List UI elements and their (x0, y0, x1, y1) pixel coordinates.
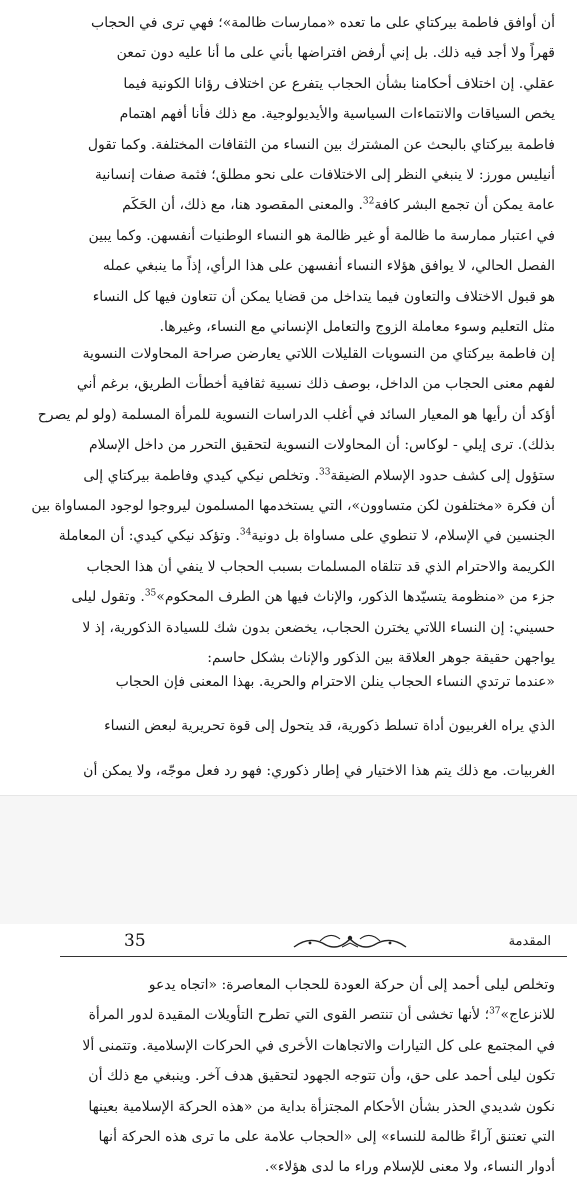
paragraph-2 (22, 339, 555, 673)
page-number: 35 (124, 931, 146, 951)
footnote-ref: 33 (318, 466, 331, 477)
footnote-ref: 35 (144, 588, 157, 599)
text-segment: . وتقول ليلى (71, 589, 145, 606)
footnote-ref: 32 (362, 196, 375, 207)
text-line: التي تعتنق آراءً ظالمة للنساء» إلى «الحجاب علامة على ما ترى هذه الحركة أنها (98, 1129, 555, 1146)
text-line: الذي يراه الغربيون أداة تسلط ذكورية، قد يتحول إلى قوة تحريرية لبعض النساء (104, 718, 555, 735)
text-segment: . وتخلص نيكي كيدي وفاطمة بيركتاي إلى (83, 467, 319, 484)
text-line: أؤكد أن رأيها هو المعيار السائد في أغلب الدراسات النسوية للمرأة المسلمة (ولو لم يصرح (37, 406, 555, 423)
text-line: لفهم معنى الحجاب من الداخل، بوصف ذلك نسبية ثقافية أخطأت الطريق، برغم أني (76, 376, 555, 393)
text-line: قهراً ولا أجد فيه ذلك. بل إني أرفض افتراضها بأني على ما أنا عليه دون تمعن (116, 45, 555, 62)
text-line: هو قبول الاختلاف والتعاون فيما يتداخل من قضايا يمكن أن تتعاون فيها كل النساء (92, 288, 555, 305)
paragraph-4 (22, 970, 555, 1183)
text-segment: . والمعنى المقصود هنا، مع ذلك، أن الحَكَم (122, 197, 363, 214)
footnote-ref: 34 (239, 527, 252, 538)
text-line: الكريمة والاحترام الذي قد تتلقاه المسلمات بسبب الحجاب لا ينفي أن هذا الحجاب (86, 558, 555, 575)
text-line-with-footnote (22, 190, 555, 220)
page-header (60, 924, 567, 957)
text-line: بذلك). ترى إيلي - لوكاس: أن المحاولات النسوية لتحقيق التحرر من داخل الإسلام (89, 437, 555, 454)
text-line-with-footnote (22, 461, 555, 491)
text-line: إن فاطمة بيركتاي من النسويات القليلات اللاتي يعارضن صراحة المحاولات النسوية (82, 346, 555, 362)
text-segment: جزء من «منظومة يتسيّدها الذكور، والإناث فيها هن الطرف المحكوم» (156, 589, 555, 606)
text-segment: عامة يمكن أن تجمع البشر كافة (374, 197, 555, 214)
bottom-page (0, 924, 577, 1200)
chapter-title: المقدمة (508, 934, 551, 949)
text-segment: ستؤول إلى كشف حدود الإسلام الضيقة (330, 467, 555, 484)
text-line: أنيليس مورز: لا ينبغي النظر إلى الاختلافات على نحو مطلق؛ فثمة صفات إنسانية (94, 167, 555, 184)
paragraph-1 (22, 8, 555, 342)
text-segment: للانزعاج» (500, 1007, 555, 1024)
text-line: «عندما ترتدي النساء الحجاب ينلن الاحترام والحرية. بهذا المعنى فإن الحجاب (115, 674, 555, 690)
text-segment: . وتؤكد نيكي كيدي: أن المعاملة (58, 528, 240, 545)
decorative-ornament-icon (290, 927, 410, 953)
text-line: أدوار النساء، ولا معنى للإسلام وراء ما لدى هؤلاء». (264, 1159, 555, 1176)
text-line-with-footnote (22, 582, 555, 612)
page-separator (0, 795, 577, 925)
text-line: الغربيات. مع ذلك يتم هذا الاختيار في إطار ذكوري: فهو رد فعل موجّه، ولا يمكن أن (83, 762, 555, 779)
text-line: أن فكرة «مختلفون لكن متساوون»، التي يستخدمها المسلمون ليروجوا لوجود المساواة بين (31, 498, 555, 515)
text-line-with-footnote (22, 521, 555, 551)
text-line: يخص السياقات والانتماءات السياسية والأيديولوجية. مع ذلك فأنا أفهم اهتمام (119, 106, 555, 123)
text-line-with-footnote (22, 1000, 555, 1030)
text-line: في اعتبار ممارسة ما ظالمة أو غير ظالمة هو النساء الوطنيات أنفسهن. وكما يبين (88, 227, 555, 244)
text-line: مثل التعليم وسوء معاملة الزوج والتعامل الإنساني مع النساء، وغيرها. (159, 319, 555, 336)
text-segment: الجنسين في الإسلام، لا تنطوي على مساواة بل دونية (251, 528, 555, 545)
text-line: يواجهن حقيقة جوهر العلاقة بين الذكور والإناث بشكل حاسم: (207, 650, 555, 667)
text-line: عقلي. إن اختلاف أحكامنا بشأن الحجاب يتفرع عن اختلاف رؤانا الكونية فيما (123, 75, 555, 92)
text-line: تكون ليلى أحمد على حق، وأن تتوجه الجهود لتحقيق هدف آخر. وينبغي مع ذلك أن (88, 1068, 555, 1085)
text-line: وتخلص ليلى أحمد إلى أن حركة العودة للحجاب المعاصرة: «اتجاه يدعو (148, 977, 555, 993)
text-segment: ؛ لأنها تخشى أن تنتصر القوى التي تطرح التأويلات المقيدة لدور المرأة (88, 1007, 490, 1024)
text-line: فاطمة بيركتاي بالبحث عن المشترك بين النساء من الثقافات المختلفة. وكما تقول (87, 136, 555, 153)
text-line: نكون شديدي الحذر بشأن الأحكام المجتزأة بداية من «هذه الحركة الإسلامية بعينها (88, 1098, 555, 1115)
text-line: في المجتمع على كل التيارات والاتجاهات الأخرى في الحركات الإسلامية. وتتمنى ألا (82, 1037, 555, 1054)
text-line: أن أوافق فاطمة بيركتاي على ما تعده «ممارسات ظالمة»؛ فهي ترى في الحجاب (91, 15, 555, 31)
text-line: حسيني: إن النساء اللاتي يخترن الحجاب، يخضعن بدون شك للسيادة الذكورية، إذ لا (82, 619, 555, 636)
text-line: الفصل الحالي، لا يوافق هؤلاء النساء أنفسهن على هذا الرأي، إذاً ما ينبغي عمله (102, 258, 555, 275)
footnote-ref: 37 (489, 1006, 501, 1017)
